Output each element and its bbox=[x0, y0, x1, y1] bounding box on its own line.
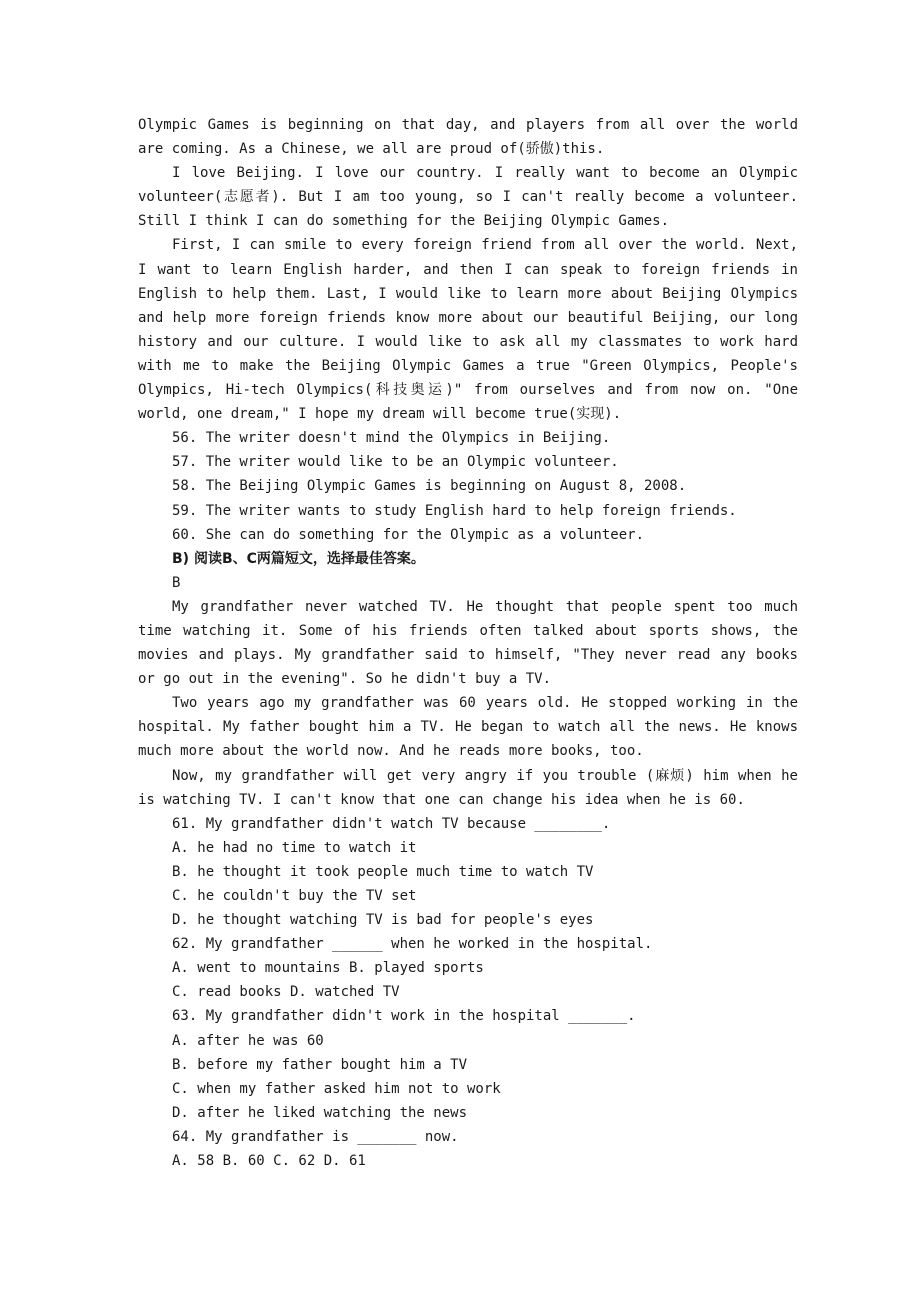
question-64-options: A. 58 B. 60 C. 62 D. 61 bbox=[172, 1153, 366, 1170]
passage-a-paragraph-1: Olympic Games is beginning on that day, and players from all over the world are coming. As a Chinese, we all are proud of(骄傲)this. bbox=[138, 117, 798, 158]
passage-a-paragraph-2: I love Beijing. I love our country. I really want to become an Olympic volunteer(志愿者). But I am too young, so I can't really become a volunteer. Still I think I can do something for the Beijing Olympic Games. bbox=[138, 165, 798, 230]
question-63-option-a: A. after he was 60 bbox=[172, 1032, 324, 1049]
question-61-option-a: A. he had no time to watch it bbox=[172, 839, 417, 856]
passage-b-paragraph-2: Two years ago my grandfather was 60 years old. He stopped working in the hospital. My father bought him a TV. He began to watch all the news. He knows much more about the world now. And he reads more books, too. bbox=[138, 695, 798, 760]
question-61-stem: 61. My grandfather didn't watch TV because ________. bbox=[172, 815, 611, 832]
passage-b-paragraph-3: Now, my grandfather will get very angry if you trouble (麻烦) him when he is watching TV. I can't know that one can change his idea when he is 60. bbox=[138, 767, 798, 808]
question-62-options-ab: A. went to mountains B. played sports bbox=[172, 960, 484, 977]
statement-58: 58. The Beijing Olympic Games is beginning on August 8, 2008. bbox=[172, 478, 687, 495]
question-63-stem: 63. My grandfather didn't work in the hospital _______. bbox=[172, 1008, 636, 1025]
question-62-options-cd: C. read books D. watched TV bbox=[172, 984, 400, 1001]
passage-b-paragraph-1: My grandfather never watched TV. He thought that people spent too much time watching it. Some of his friends often talked about sports shows, the movies and plays. My grandfather said to himself, "They never read any books or go out in the evening". So he didn't buy a TV. bbox=[138, 598, 798, 688]
question-63-option-c: C. when my father asked him not to work bbox=[172, 1080, 501, 1097]
statement-56: 56. The writer doesn't mind the Olympics in Beijing. bbox=[172, 430, 611, 447]
question-61-option-c: C. he couldn't buy the TV set bbox=[172, 888, 417, 904]
question-62-stem: 62. My grandfather ______ when he worked in the hospital. bbox=[172, 936, 653, 953]
question-61-option-d: D. he thought watching TV is bad for people's eyes bbox=[172, 912, 594, 929]
statement-59: 59. The writer wants to study English hard to help foreign friends. bbox=[172, 502, 737, 519]
question-63-option-d: D. after he liked watching the news bbox=[172, 1104, 468, 1121]
passage-b-label: B bbox=[172, 574, 181, 591]
question-61-option-b: B. he thought it took people much time to watch TV bbox=[172, 863, 594, 880]
section-b-heading: B) 阅读B、C两篇短文，选择最佳答案。 bbox=[172, 550, 425, 567]
question-63-option-b: B. before my father bought him a TV bbox=[172, 1056, 468, 1073]
passage-a-paragraph-3: First, I can smile to every foreign friend from all over the world. Next, I want to learn English harder, and then I can speak to foreign friends in English to help them. Last, I would like to learn more about Beijing Olympics and help more foreign friends know more about our beautiful Beijing, our long history and our culture. I would like to ask all my classmates to work hard with me to make the Beijing Olympic Games a true "Green Olympics, People's Olympics, Hi-tech Olympics(科技奥运)" from ourselves and from now on. "One world, one dream," I hope my dream will become true(实现). bbox=[138, 237, 798, 423]
statement-60: 60. She can do something for the Olympic as a volunteer. bbox=[172, 526, 645, 543]
question-64-stem: 64. My grandfather is _______ now. bbox=[172, 1128, 459, 1145]
document-page bbox=[138, 113, 798, 1173]
statement-57: 57. The writer would like to be an Olympic volunteer. bbox=[172, 454, 619, 471]
